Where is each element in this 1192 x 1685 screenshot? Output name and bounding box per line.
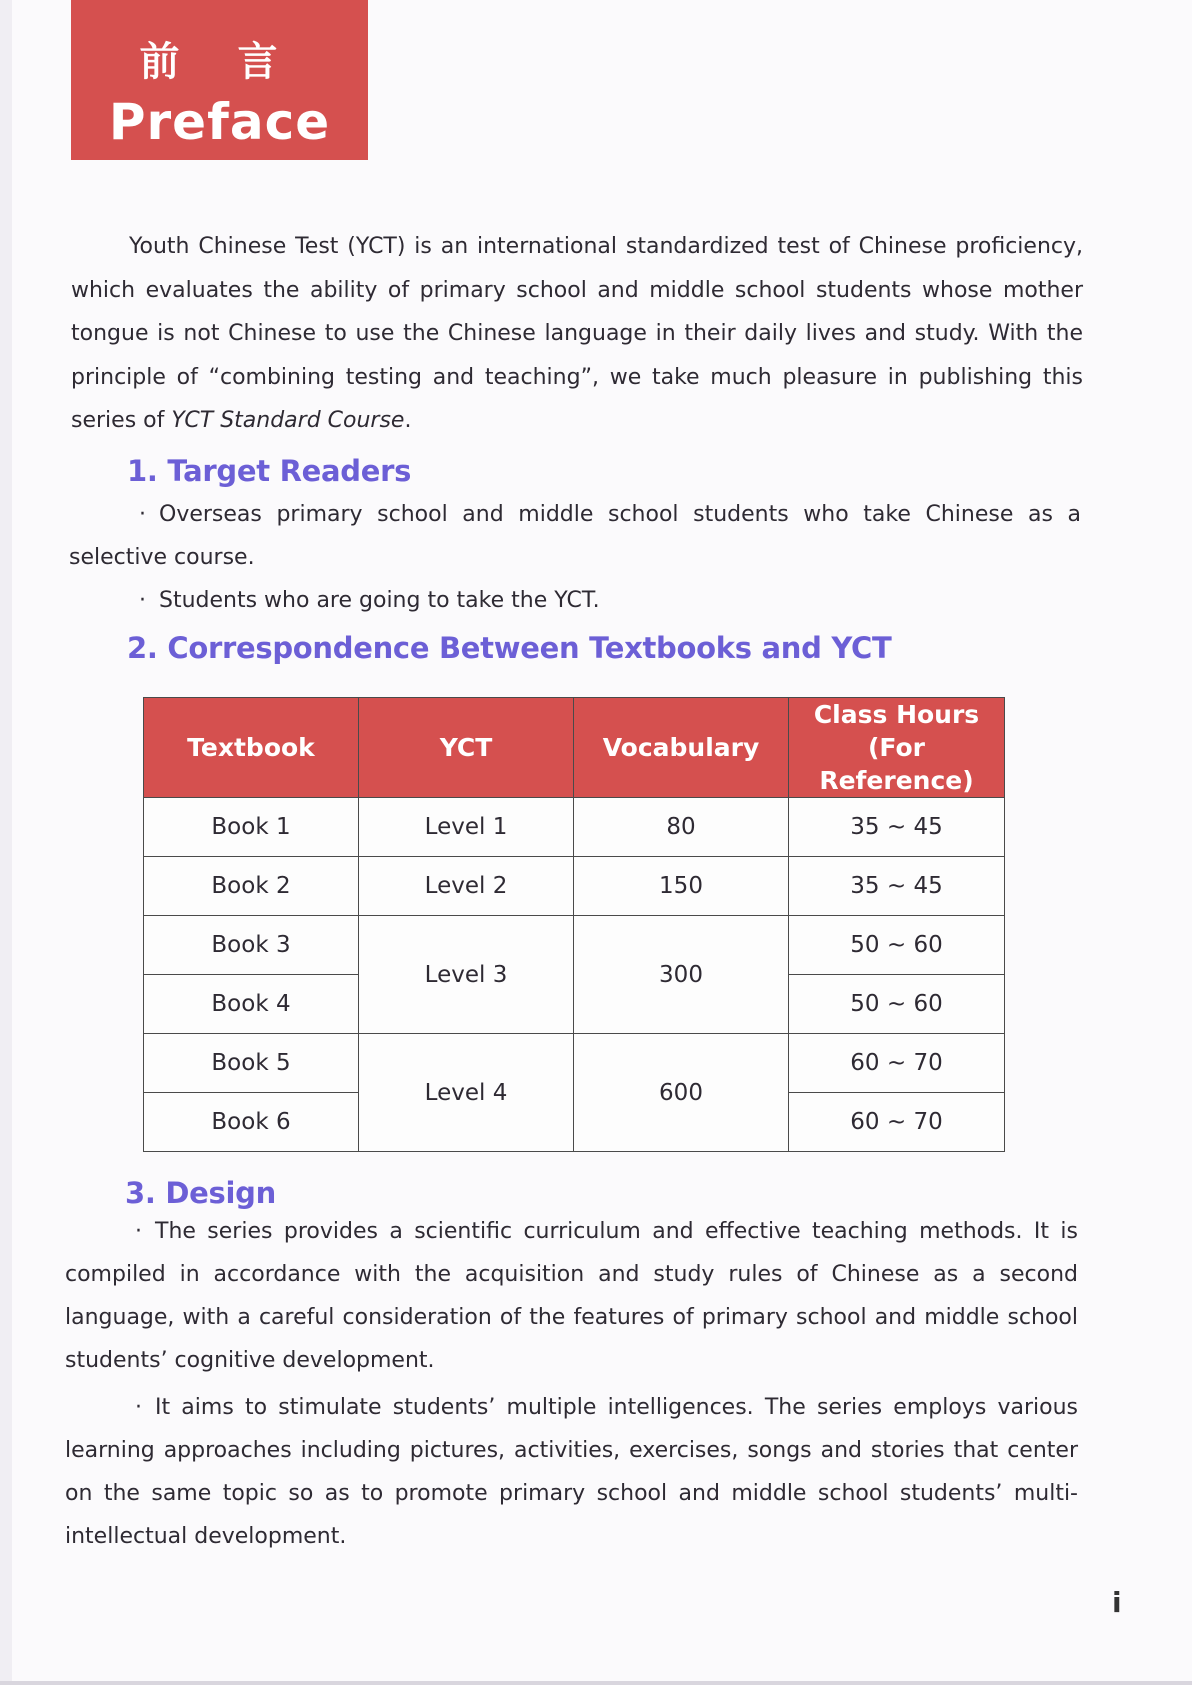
bullet-item [65, 1210, 1078, 1382]
level-cell: Level 3 [359, 916, 574, 1034]
book-cell: Book 3 [144, 916, 359, 975]
hours-cell: 35 ~ 45 [789, 857, 1005, 916]
level-cell: Level 1 [359, 798, 574, 857]
hours-cell: 60 ~ 70 [789, 1093, 1005, 1152]
bullet-item [65, 1386, 1078, 1558]
table-header-cell: Textbook [144, 698, 359, 798]
table-row [144, 857, 1005, 916]
bullet-text: The series provides a scientific curriculum and effective teaching methods. It is compiled in accordance with the acquisition and study rules of Chinese as a second language, with a careful consideration of the features of primary school and middle school students’ cognitive development. [65, 1219, 1078, 1373]
book-cell: Book 1 [144, 798, 359, 857]
intro-text: Youth Chinese Test (YCT) is an international standardized test of Chinese proficiency, which evaluates the ability of primary school and middle school students whose mother tongue is not Chinese to use the Chinese language in their daily lives and study. With the principle of “combining testing and teaching”, we take much pleasure in publishing this series of [71, 234, 1083, 433]
correspondence-table [143, 697, 1005, 1152]
vocabulary-cell: 600 [574, 1034, 789, 1152]
bullet-dot: · [135, 1219, 142, 1244]
page-edge [0, 0, 12, 1685]
bullet-dot: · [139, 588, 146, 613]
title-banner [71, 0, 368, 160]
hours-cell: 60 ~ 70 [789, 1034, 1005, 1093]
bullet-dot: · [139, 502, 146, 527]
hours-cell: 35 ~ 45 [789, 798, 1005, 857]
course-name: YCT Standard Course [171, 408, 405, 433]
title-chinese: 前 言 [139, 39, 300, 85]
level-cell: Level 2 [359, 857, 574, 916]
page-number: i [1112, 1586, 1122, 1619]
hours-cell: 50 ~ 60 [789, 975, 1005, 1034]
level-cell: Level 4 [359, 1034, 574, 1152]
bullet-text: It aims to stimulate students’ multiple intelligences. The series employs various learning approaches including pictures, activities, exercises, songs and stories that center on the same topic so as to promote primary school and middle school students’ multi-intellectual development. [65, 1395, 1078, 1549]
section-heading-correspondence: 2. Correspondence Between Textbooks and YCT [127, 631, 892, 665]
vocabulary-cell: 80 [574, 798, 789, 857]
table-header-cell: Class Hours (For Reference) [789, 698, 1005, 798]
book-cell: Book 2 [144, 857, 359, 916]
vocabulary-cell: 150 [574, 857, 789, 916]
book-cell: Book 4 [144, 975, 359, 1034]
bullet-item [69, 579, 1081, 622]
page-bottom-edge [0, 1681, 1192, 1685]
bullet-text: Students who are going to take the YCT. [159, 588, 600, 613]
intro-paragraph [71, 225, 1083, 443]
intro-text-end: . [404, 408, 412, 433]
bullet-item [69, 493, 1081, 579]
table-header-row [144, 698, 1005, 798]
table-header-cell: YCT [359, 698, 574, 798]
table-header-cell: Vocabulary [574, 698, 789, 798]
section-heading-design: 3. Design [125, 1176, 276, 1210]
book-cell: Book 6 [144, 1093, 359, 1152]
table-row [144, 798, 1005, 857]
title-english: Preface [108, 93, 331, 151]
table-row [144, 916, 1005, 975]
table-row [144, 1034, 1005, 1093]
section-heading-target-readers: 1. Target Readers [127, 454, 412, 488]
vocabulary-cell: 300 [574, 916, 789, 1034]
bullet-dot: · [135, 1395, 142, 1420]
hours-cell: 50 ~ 60 [789, 916, 1005, 975]
bullet-text: Overseas primary school and middle school students who take Chinese as a selective course. [69, 502, 1081, 570]
book-cell: Book 5 [144, 1034, 359, 1093]
